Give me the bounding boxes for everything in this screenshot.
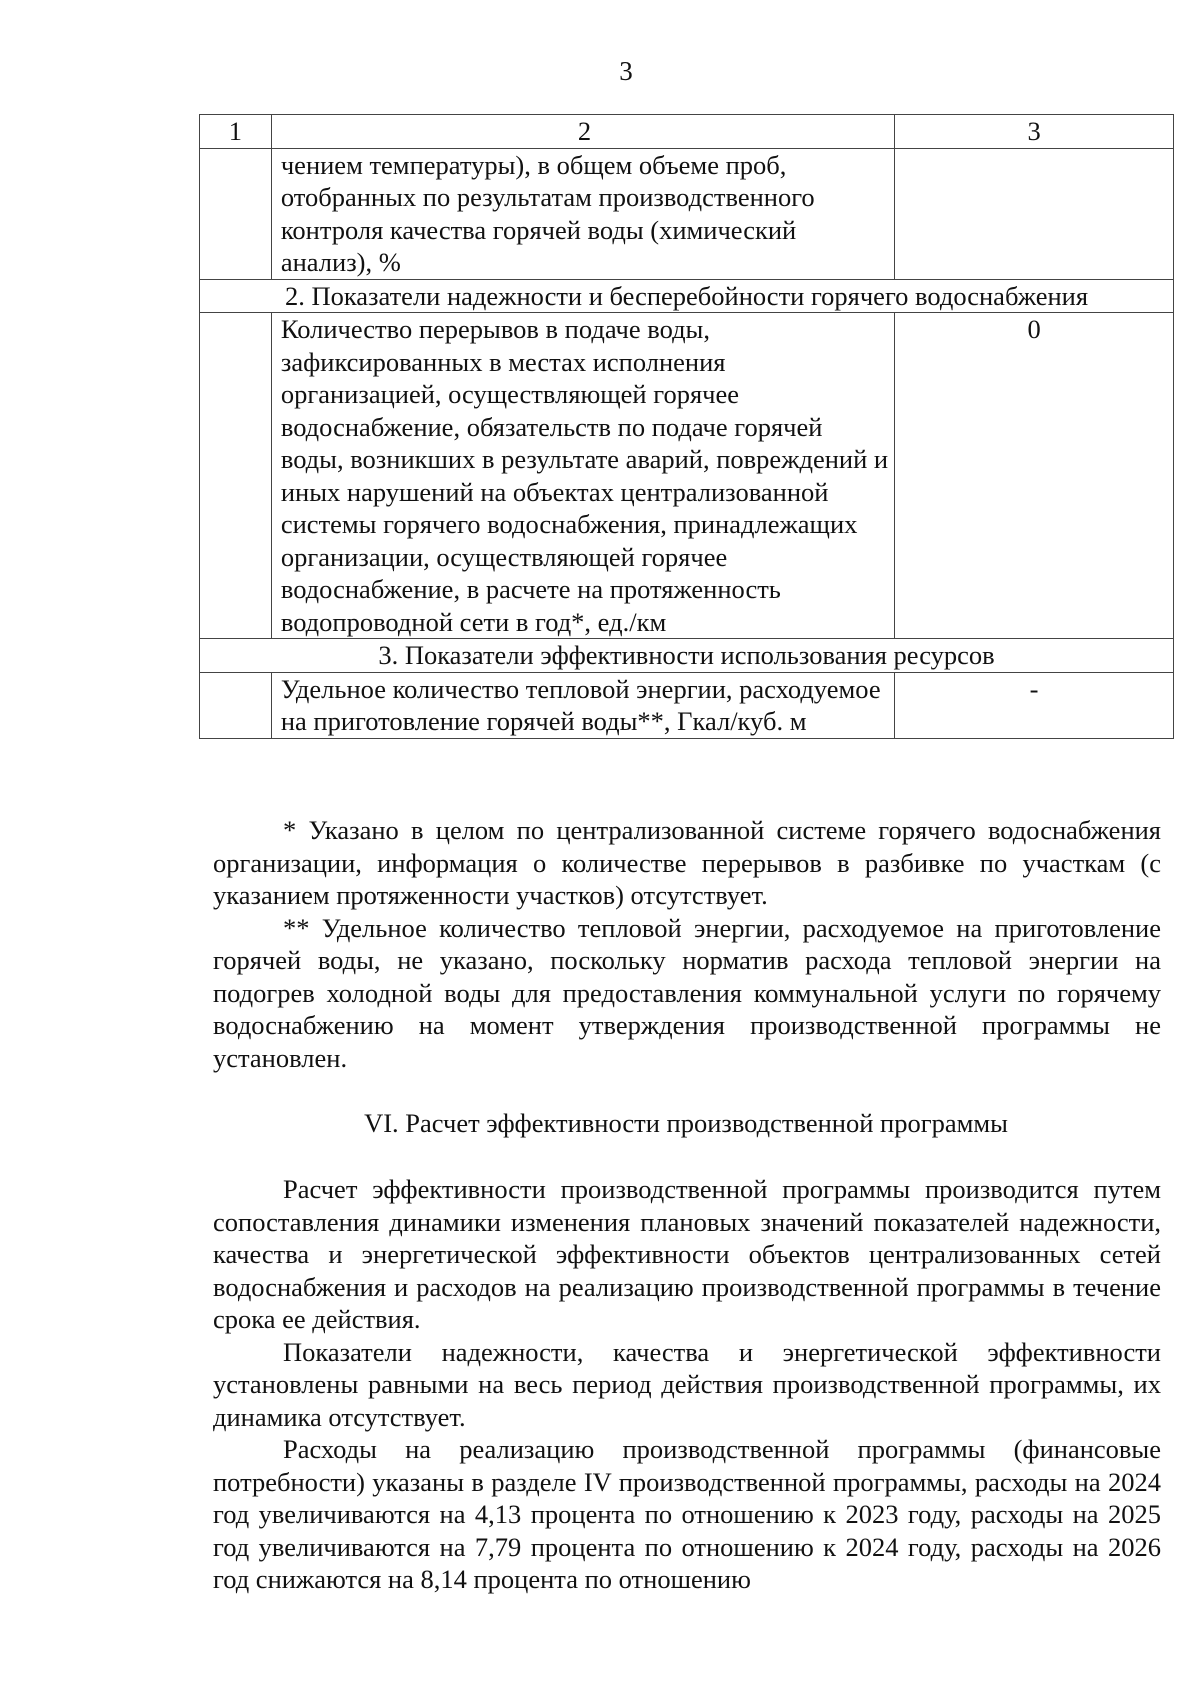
table-header-cell: 3 [895,115,1174,149]
paragraph: Расчет эффективности производственной программы производится путем сопоставления динамики изменения плановых значений показателей надежности, качества и энергетической эффективности объектов централизованных сетей водоснабжения и расходов на реализацию производственной программы в течение срока ее действия. [213,1174,1161,1334]
table-header-cell: 1 [200,115,272,149]
indicator-name-cell: Удельное количество тепловой энергии, расходуемое на приготовление горячей воды**, Гкал/куб. м [271,672,894,738]
table-row [200,313,1174,639]
section-heading-cell: 3. Показатели эффективности использования ресурсов [200,639,1174,673]
indicator-value-cell [895,148,1174,279]
indicator-value-cell: - [895,672,1174,738]
table-header-row [200,115,1174,149]
indicator-name-cell: Количество перерывов в подаче воды, зафиксированных в местах исполнения организацией, осуществляющей горячее водоснабжение, обязательств по подаче горячей воды, возникших в результате аварий, повреждений и иных нарушений на объектах централизованной системы горячего водоснабжения, принадлежащих организации, осуществляющей горячее водоснабжение, в расчете на протяженность водопроводной сети в год*, ед./км [271,313,894,639]
section-title: VI. Расчет эффективности производственной программы [364,1108,1008,1138]
table-section-row [200,279,1174,313]
paragraph: Показатели надежности, качества и энергетической эффективности установлены равными на весь период действия производственной программы, их динамика отсутствует. [213,1336,1161,1432]
paragraph: Расходы на реализацию производственной программы (финансовые потребности) указаны в разделе IV производственной программы, расходы на 2024 год увеличиваются на 4,13 процента по отношению к 2023 году, расходы на 2025 год увеличиваются на 7,79 процента по отношению к 2024 году, расходы на 2026 год снижаются на 8,14 процента по отношению [213,1434,1161,1594]
table-section-row [200,639,1174,673]
footnotes [213,814,1161,1074]
row-number-cell [200,313,272,639]
table-row [200,148,1174,279]
footnote: * Указано в целом по централизованной системе горячего водоснабжения организации, информация о количестве перерывов в разбивке по участкам (с указанием протяженности участков) отсутствует. [213,815,1161,910]
table-row [200,672,1174,738]
section-heading-cell: 2. Показатели надежности и бесперебойности горячего водоснабжения [200,279,1174,313]
indicator-name-cell: чением температуры), в общем объеме проб, отобранных по результатам производственного контроля качества горячей воды (химический анализ), % [271,148,894,279]
row-number-cell [200,148,272,279]
page-number: 3 [619,56,633,86]
footnote: ** Удельное количество тепловой энергии, расходуемое на приготовление горячей воды, не указано, поскольку норматив расхода тепловой энергии на подогрев холодной воды для предоставления коммунальной услуги по горячему водоснабжению на момент утверждения производственной программы не установлен. [213,912,1161,1073]
section-body [213,1173,1161,1596]
table-header-cell: 2 [271,115,894,149]
row-number-cell [200,672,272,738]
indicator-value-cell: 0 [895,313,1174,639]
indicators-table [199,114,1174,739]
